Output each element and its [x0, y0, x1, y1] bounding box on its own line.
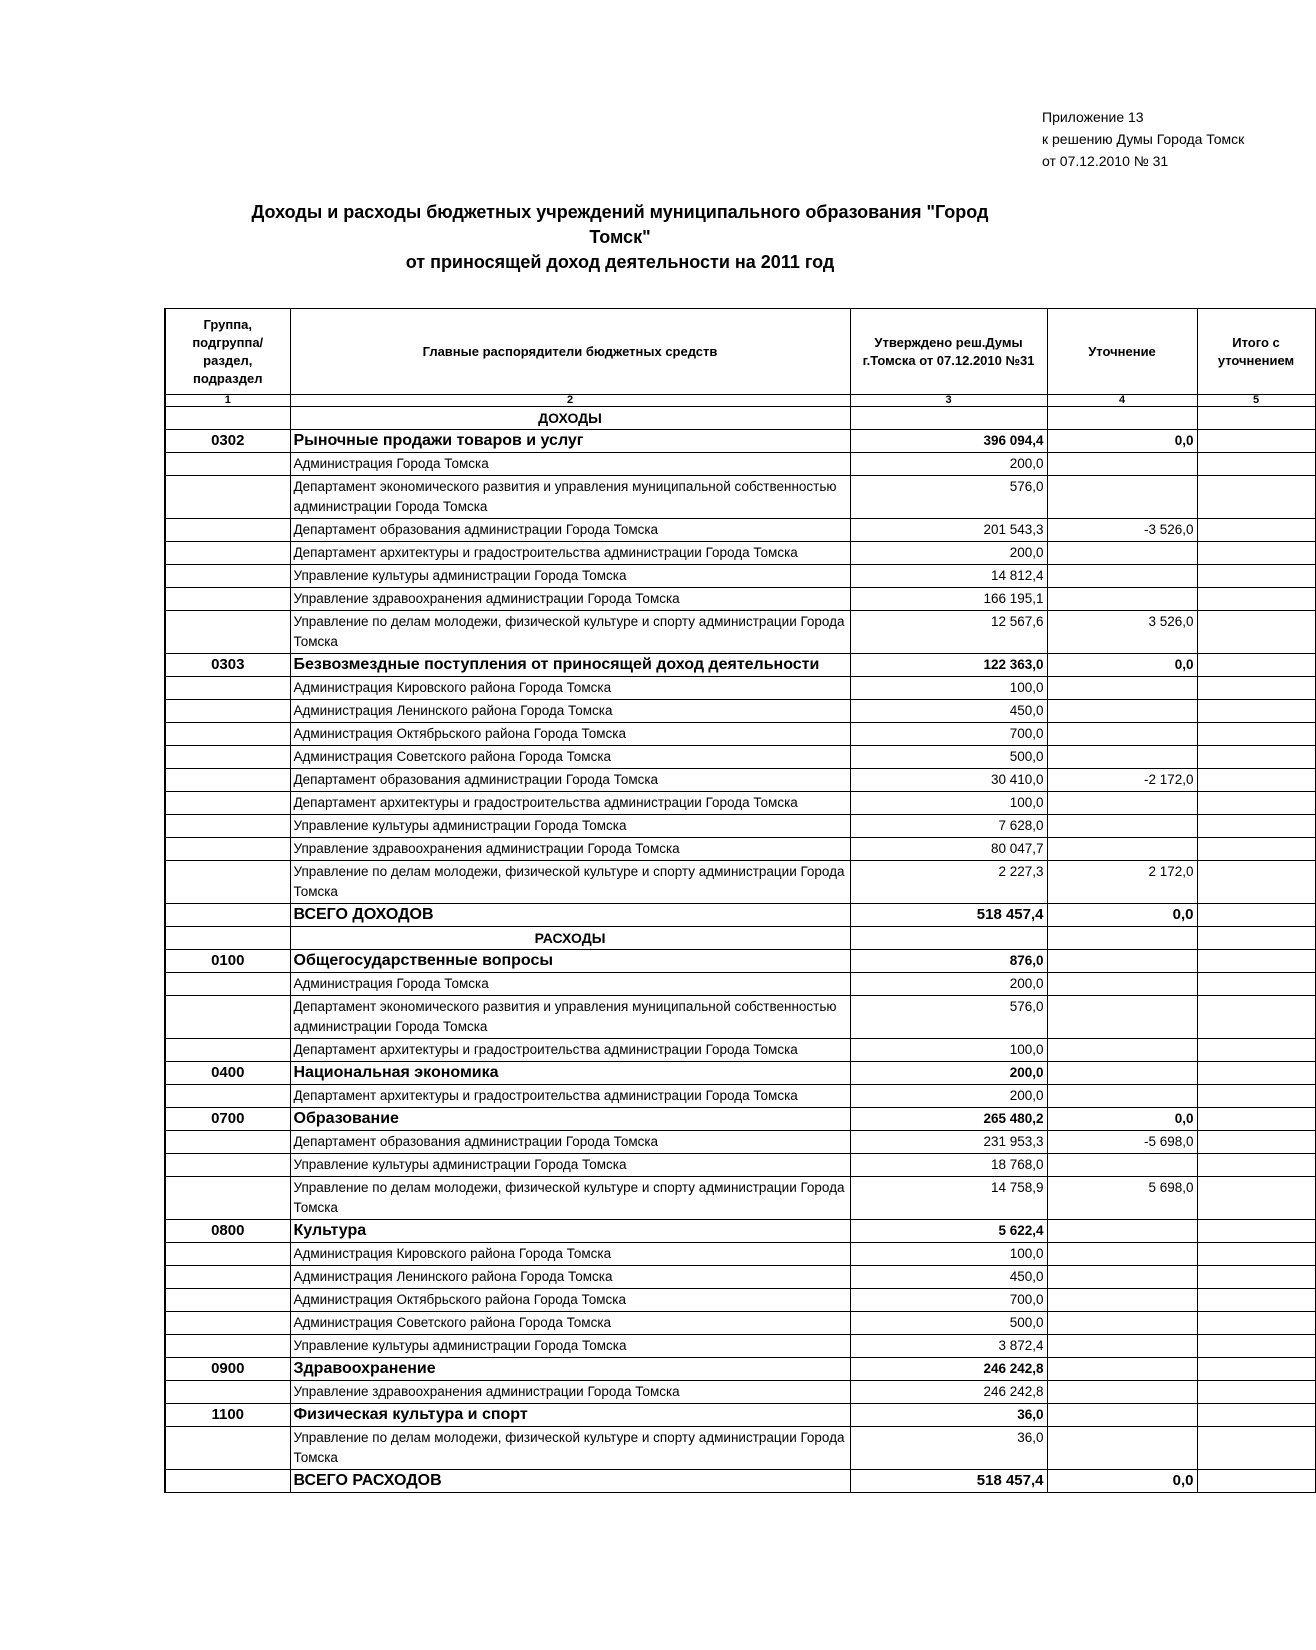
col-number-1: 1: [165, 395, 290, 407]
cell-approved: 100,0: [850, 1243, 1047, 1266]
column-number-row: [165, 395, 1315, 407]
cell-approved: 3 872,4: [850, 1335, 1047, 1358]
cell-total: [1197, 1381, 1315, 1404]
cell-approved: 265 480,2: [850, 1108, 1047, 1131]
cell-change: [1047, 1154, 1197, 1177]
cell-code: [165, 815, 290, 838]
cell-approved: 200,0: [850, 1062, 1047, 1085]
cell-change: [1047, 996, 1197, 1039]
table-row: [165, 542, 1315, 565]
table-row: [165, 1154, 1315, 1177]
cell-code: [165, 1266, 290, 1289]
table-row: [165, 1427, 1315, 1470]
cell-total: [1197, 1243, 1315, 1266]
cell-change: [1047, 1312, 1197, 1335]
cell-total: [1197, 927, 1315, 950]
cell-administrator: Департамент экономического развития и управления муниципальной собственностью администрации Города Томска: [290, 996, 850, 1039]
cell-total: [1197, 677, 1315, 700]
cell-total: [1197, 1289, 1315, 1312]
cell-total: [1197, 654, 1315, 677]
cell-administrator: Управление культуры администрации Города Томска: [290, 1335, 850, 1358]
cell-code: [165, 611, 290, 654]
cell-total: [1197, 1335, 1315, 1358]
cell-administrator: Здравоохранение: [290, 1358, 850, 1381]
table-row: [165, 1039, 1315, 1062]
cell-administrator: Образование: [290, 1108, 850, 1131]
cell-code: [165, 1427, 290, 1470]
cell-total: [1197, 973, 1315, 996]
cell-administrator: Управление культуры администрации Города Томска: [290, 1154, 850, 1177]
cell-change: [1047, 1358, 1197, 1381]
cell-change: [1047, 815, 1197, 838]
table-row: [165, 1243, 1315, 1266]
section-row: [165, 407, 1315, 430]
cell-administrator: Администрация Города Томска: [290, 973, 850, 996]
cell-total: [1197, 723, 1315, 746]
cell-administrator: ВСЕГО РАСХОДОВ: [290, 1470, 850, 1493]
cell-approved: 7 628,0: [850, 815, 1047, 838]
cell-approved: 200,0: [850, 973, 1047, 996]
cell-total: [1197, 588, 1315, 611]
cell-approved: 450,0: [850, 700, 1047, 723]
cell-administrator: Департамент образования администрации Города Томска: [290, 769, 850, 792]
cell-administrator: РАСХОДЫ: [290, 927, 850, 950]
table-header-row: [165, 309, 1315, 395]
table-row: [165, 565, 1315, 588]
cell-change: 5 698,0: [1047, 1177, 1197, 1220]
cell-code: [165, 407, 290, 430]
cell-code: [165, 1335, 290, 1358]
cell-change: [1047, 950, 1197, 973]
cell-approved: 500,0: [850, 746, 1047, 769]
cell-code: [165, 1312, 290, 1335]
table-row: [165, 861, 1315, 904]
cell-code: 0800: [165, 1220, 290, 1243]
cell-code: [165, 927, 290, 950]
cell-administrator: Администрация Города Томска: [290, 453, 850, 476]
cell-code: [165, 1289, 290, 1312]
table-row: [165, 973, 1315, 996]
cell-administrator: Департамент архитектуры и градостроительства администрации Города Томска: [290, 792, 850, 815]
cell-administrator: Управление здравоохранения администрации Города Томска: [290, 838, 850, 861]
cell-approved: 14 812,4: [850, 565, 1047, 588]
cell-approved: 166 195,1: [850, 588, 1047, 611]
cell-approved: 576,0: [850, 996, 1047, 1039]
cell-total: [1197, 1470, 1315, 1493]
cell-administrator: Департамент архитектуры и градостроительства администрации Города Томска: [290, 1039, 850, 1062]
cell-administrator: Департамент архитектуры и градостроительства администрации Города Томска: [290, 1085, 850, 1108]
cell-change: 0,0: [1047, 430, 1197, 453]
cell-administrator: Департамент экономического развития и управления муниципальной собственностью администрации Города Томска: [290, 476, 850, 519]
budget-table-container: [164, 308, 1295, 1493]
cell-administrator: Управление по делам молодежи, физической культуре и спорту администрации Города Томска: [290, 1177, 850, 1220]
cell-total: [1197, 996, 1315, 1039]
cell-change: [1047, 838, 1197, 861]
cell-code: [165, 1039, 290, 1062]
cell-approved: 246 242,8: [850, 1381, 1047, 1404]
cell-total: [1197, 838, 1315, 861]
cell-total: [1197, 1358, 1315, 1381]
appendix-note: [1042, 106, 1275, 172]
table-row: [165, 611, 1315, 654]
cell-total: [1197, 1220, 1315, 1243]
cell-approved: 100,0: [850, 1039, 1047, 1062]
cell-change: [1047, 723, 1197, 746]
cell-total: [1197, 1131, 1315, 1154]
cell-approved: 576,0: [850, 476, 1047, 519]
cell-total: [1197, 542, 1315, 565]
cell-code: [165, 1470, 290, 1493]
group-row: [165, 430, 1315, 453]
table-row: [165, 746, 1315, 769]
cell-administrator: Культура: [290, 1220, 850, 1243]
cell-administrator: ВСЕГО ДОХОДОВ: [290, 904, 850, 927]
cell-administrator: Национальная экономика: [290, 1062, 850, 1085]
cell-administrator: Администрация Октябрьского района Города Томска: [290, 723, 850, 746]
cell-administrator: Администрация Советского района Города Томска: [290, 746, 850, 769]
cell-change: [1047, 746, 1197, 769]
cell-code: 0100: [165, 950, 290, 973]
group-row: [165, 654, 1315, 677]
table-row: [165, 1381, 1315, 1404]
cell-change: [1047, 407, 1197, 430]
cell-code: 0303: [165, 654, 290, 677]
table-row: [165, 700, 1315, 723]
cell-change: [1047, 700, 1197, 723]
cell-approved: 246 242,8: [850, 1358, 1047, 1381]
table-row: [165, 1289, 1315, 1312]
cell-total: [1197, 1062, 1315, 1085]
title-line-1: Доходы и расходы бюджетных учреждений муниципального образования "Город Томск": [251, 202, 989, 247]
cell-change: [1047, 927, 1197, 950]
table-row: [165, 838, 1315, 861]
cell-total: [1197, 476, 1315, 519]
table-row: [165, 519, 1315, 542]
cell-code: [165, 1154, 290, 1177]
cell-change: [1047, 677, 1197, 700]
cell-administrator: Администрация Кировского района Города Томска: [290, 677, 850, 700]
group-row: [165, 1358, 1315, 1381]
cell-approved: 450,0: [850, 1266, 1047, 1289]
cell-change: [1047, 1381, 1197, 1404]
cell-code: [165, 519, 290, 542]
cell-code: [165, 1243, 290, 1266]
cell-change: [1047, 1404, 1197, 1427]
cell-code: [165, 792, 290, 815]
cell-administrator: Администрация Советского района Города Томска: [290, 1312, 850, 1335]
cell-approved: 201 543,3: [850, 519, 1047, 542]
cell-code: 0900: [165, 1358, 290, 1381]
cell-approved: 12 567,6: [850, 611, 1047, 654]
cell-approved: 876,0: [850, 950, 1047, 973]
cell-approved: 700,0: [850, 1289, 1047, 1312]
cell-code: [165, 1381, 290, 1404]
cell-code: [165, 453, 290, 476]
cell-change: [1047, 453, 1197, 476]
table-row: [165, 476, 1315, 519]
table-row: [165, 792, 1315, 815]
cell-approved: 500,0: [850, 1312, 1047, 1335]
cell-administrator: ДОХОДЫ: [290, 407, 850, 430]
cell-administrator: Управление здравоохранения администрации Города Томска: [290, 588, 850, 611]
table-row: [165, 815, 1315, 838]
appendix-line-1: Приложение 13: [1042, 109, 1144, 125]
cell-change: -2 172,0: [1047, 769, 1197, 792]
cell-total: [1197, 1266, 1315, 1289]
cell-code: [165, 996, 290, 1039]
total-row: [165, 904, 1315, 927]
cell-approved: [850, 927, 1047, 950]
cell-approved: [850, 407, 1047, 430]
cell-total: [1197, 769, 1315, 792]
cell-change: [1047, 1243, 1197, 1266]
table-row: [165, 769, 1315, 792]
cell-total: [1197, 815, 1315, 838]
cell-code: [165, 1177, 290, 1220]
cell-administrator: Администрация Кировского района Города Томска: [290, 1243, 850, 1266]
col-number-5: 5: [1197, 395, 1315, 407]
appendix-line-3: от 07.12.2010 № 31: [1042, 153, 1169, 169]
table-row: [165, 1266, 1315, 1289]
col-number-2: 2: [290, 395, 850, 407]
cell-total: [1197, 1154, 1315, 1177]
total-row: [165, 1470, 1315, 1493]
cell-change: [1047, 1289, 1197, 1312]
cell-change: [1047, 1085, 1197, 1108]
table-row: [165, 996, 1315, 1039]
cell-administrator: Рыночные продажи товаров и услуг: [290, 430, 850, 453]
cell-total: [1197, 1427, 1315, 1470]
cell-administrator: Департамент архитектуры и градостроительства администрации Города Томска: [290, 542, 850, 565]
title-line-2: от приносящей доход деятельности на 2011 год: [405, 252, 835, 272]
cell-approved: 14 758,9: [850, 1177, 1047, 1220]
cell-total: [1197, 1108, 1315, 1131]
cell-administrator: Департамент образования администрации Города Томска: [290, 519, 850, 542]
cell-administrator: Управление здравоохранения администрации Города Томска: [290, 1381, 850, 1404]
cell-change: 0,0: [1047, 904, 1197, 927]
cell-code: [165, 723, 290, 746]
table-row: [165, 677, 1315, 700]
cell-total: [1197, 519, 1315, 542]
group-row: [165, 1220, 1315, 1243]
cell-approved: 518 457,4: [850, 1470, 1047, 1493]
table-row: [165, 723, 1315, 746]
cell-administrator: Администрация Ленинского района Города Томска: [290, 1266, 850, 1289]
cell-total: [1197, 453, 1315, 476]
cell-code: [165, 1131, 290, 1154]
cell-total: [1197, 430, 1315, 453]
cell-change: [1047, 1220, 1197, 1243]
cell-approved: 396 094,4: [850, 430, 1047, 453]
cell-administrator: Управление культуры администрации Города Томска: [290, 565, 850, 588]
group-row: [165, 1404, 1315, 1427]
cell-change: [1047, 1266, 1197, 1289]
cell-total: [1197, 700, 1315, 723]
group-row: [165, 1062, 1315, 1085]
table-row: [165, 1177, 1315, 1220]
table-row: [165, 1085, 1315, 1108]
cell-approved: 5 622,4: [850, 1220, 1047, 1243]
cell-change: [1047, 973, 1197, 996]
appendix-line-2: к решению Думы Города Томск: [1042, 131, 1245, 147]
cell-total: [1197, 565, 1315, 588]
cell-approved: 100,0: [850, 792, 1047, 815]
cell-code: [165, 904, 290, 927]
cell-approved: 231 953,3: [850, 1131, 1047, 1154]
cell-administrator: Общегосударственные вопросы: [290, 950, 850, 973]
cell-code: 0400: [165, 1062, 290, 1085]
cell-approved: 36,0: [850, 1427, 1047, 1470]
cell-administrator: Управление по делам молодежи, физической культуре и спорту администрации Города Томска: [290, 611, 850, 654]
budget-table: [164, 308, 1316, 1493]
cell-total: [1197, 1312, 1315, 1335]
cell-total: [1197, 746, 1315, 769]
cell-change: [1047, 588, 1197, 611]
cell-change: 0,0: [1047, 1470, 1197, 1493]
cell-approved: 200,0: [850, 453, 1047, 476]
cell-administrator: Управление по делам молодежи, физической культуре и спорту администрации Города Томска: [290, 1427, 850, 1470]
cell-change: 3 526,0: [1047, 611, 1197, 654]
cell-change: [1047, 565, 1197, 588]
cell-code: 1100: [165, 1404, 290, 1427]
cell-code: [165, 542, 290, 565]
cell-change: 0,0: [1047, 654, 1197, 677]
cell-approved: 30 410,0: [850, 769, 1047, 792]
cell-code: [165, 677, 290, 700]
cell-administrator: Физическая культура и спорт: [290, 1404, 850, 1427]
cell-change: [1047, 1062, 1197, 1085]
cell-approved: 122 363,0: [850, 654, 1047, 677]
cell-change: [1047, 1039, 1197, 1062]
cell-administrator: Администрация Октябрьского района Города Томска: [290, 1289, 850, 1312]
cell-approved: 2 227,3: [850, 861, 1047, 904]
cell-administrator: Администрация Ленинского района Города Томска: [290, 700, 850, 723]
header-approved: Утверждено реш.Думы г.Томска от 07.12.2010 №31: [850, 309, 1047, 395]
header-change: Уточнение: [1047, 309, 1197, 395]
cell-administrator: Безвозмездные поступления от приносящей доход деятельности: [290, 654, 850, 677]
cell-total: [1197, 1404, 1315, 1427]
table-row: [165, 1131, 1315, 1154]
cell-code: [165, 588, 290, 611]
cell-code: [165, 1085, 290, 1108]
document-title: [230, 200, 1010, 275]
cell-code: 0700: [165, 1108, 290, 1131]
cell-change: [1047, 542, 1197, 565]
table-row: [165, 1312, 1315, 1335]
cell-code: [165, 476, 290, 519]
cell-approved: 80 047,7: [850, 838, 1047, 861]
col-number-3: 3: [850, 395, 1047, 407]
cell-total: [1197, 950, 1315, 973]
cell-change: 2 172,0: [1047, 861, 1197, 904]
cell-total: [1197, 904, 1315, 927]
cell-total: [1197, 1177, 1315, 1220]
section-row: [165, 927, 1315, 950]
cell-approved: 100,0: [850, 677, 1047, 700]
group-row: [165, 1108, 1315, 1131]
cell-total: [1197, 861, 1315, 904]
table-row: [165, 1335, 1315, 1358]
cell-code: [165, 565, 290, 588]
cell-approved: 18 768,0: [850, 1154, 1047, 1177]
cell-change: [1047, 792, 1197, 815]
col-number-4: 4: [1047, 395, 1197, 407]
table-row: [165, 453, 1315, 476]
cell-change: [1047, 1427, 1197, 1470]
cell-approved: 36,0: [850, 1404, 1047, 1427]
cell-change: 0,0: [1047, 1108, 1197, 1131]
cell-administrator: Департамент образования администрации Города Томска: [290, 1131, 850, 1154]
cell-total: [1197, 792, 1315, 815]
header-group-code: Группа, подгруппа/ раздел, подраздел: [165, 309, 290, 395]
cell-approved: 700,0: [850, 723, 1047, 746]
cell-change: [1047, 1335, 1197, 1358]
cell-approved: 518 457,4: [850, 904, 1047, 927]
cell-change: -5 698,0: [1047, 1131, 1197, 1154]
cell-total: [1197, 1085, 1315, 1108]
cell-approved: 200,0: [850, 1085, 1047, 1108]
cell-code: [165, 973, 290, 996]
cell-total: [1197, 611, 1315, 654]
cell-code: [165, 769, 290, 792]
group-row: [165, 950, 1315, 973]
cell-code: 0302: [165, 430, 290, 453]
cell-code: [165, 861, 290, 904]
cell-code: [165, 700, 290, 723]
cell-total: [1197, 407, 1315, 430]
cell-administrator: Управление по делам молодежи, физической культуре и спорту администрации Города Томска: [290, 861, 850, 904]
cell-administrator: Управление культуры администрации Города Томска: [290, 815, 850, 838]
cell-change: [1047, 476, 1197, 519]
cell-change: -3 526,0: [1047, 519, 1197, 542]
header-administrator: Главные распорядители бюджетных средств: [290, 309, 850, 395]
header-total: Итого с уточнением: [1197, 309, 1315, 395]
cell-total: [1197, 1039, 1315, 1062]
cell-code: [165, 746, 290, 769]
cell-code: [165, 838, 290, 861]
cell-approved: 200,0: [850, 542, 1047, 565]
table-row: [165, 588, 1315, 611]
